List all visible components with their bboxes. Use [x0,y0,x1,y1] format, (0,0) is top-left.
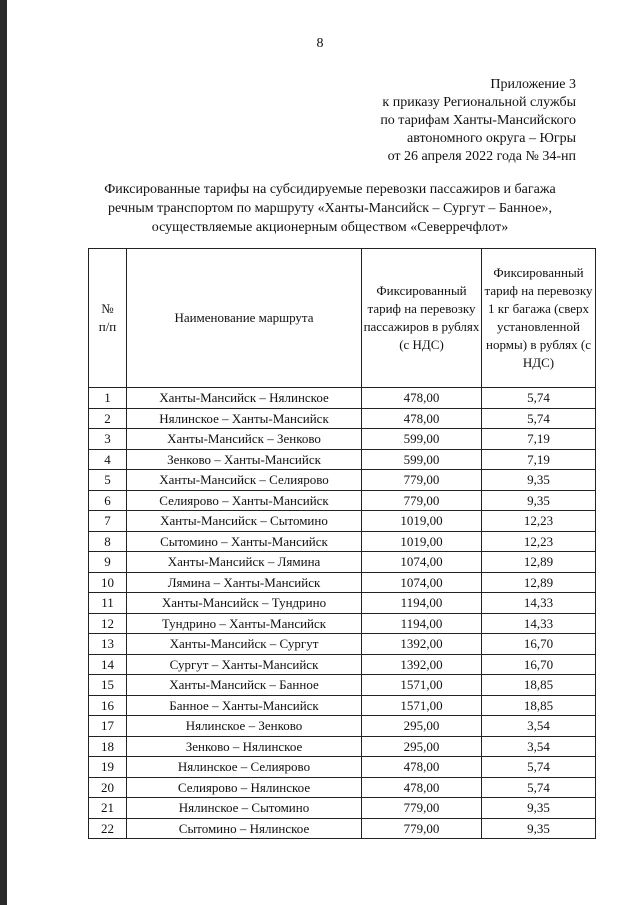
route-name: Сытомино – Нялинское [127,818,362,839]
appendix-line: к приказу Региональной службы [382,95,576,110]
passenger-tariff: 779,00 [362,470,482,491]
row-number: 6 [89,490,127,511]
route-name: Нялинское – Сытомино [127,798,362,819]
table-row [89,470,596,491]
passenger-tariff: 478,00 [362,408,482,429]
row-number: 20 [89,777,127,798]
title-line: речным транспортом по маршруту «Ханты-Мансийск – Сургут – Банное», [107,201,553,216]
appendix-line: по тарифам Ханты-Мансийского [380,113,576,128]
row-number: 11 [89,593,127,614]
header-baggage-tariff: Фиксированный тариф на перевозку 1 кг багажа (сверх установленной нормы) в рублях (с НДС) [482,249,596,388]
row-number: 19 [89,757,127,778]
appendix-line: автономного округа – Югры [407,131,576,146]
passenger-tariff: 599,00 [362,449,482,470]
table-row [89,388,596,409]
appendix-line: Приложение 3 [490,77,576,92]
table-row [89,736,596,757]
row-number: 13 [89,634,127,655]
baggage-tariff: 12,89 [482,572,596,593]
header-number-symbol: № [101,301,114,316]
row-number: 1 [89,388,127,409]
appendix-line: от 26 апреля 2022 года № 34-нп [387,149,576,164]
table-row [89,634,596,655]
passenger-tariff: 1392,00 [362,654,482,675]
baggage-tariff: 9,35 [482,470,596,491]
title-line: осуществляемые акционерным обществом «Северречфлот» [151,220,509,235]
baggage-tariff: 9,35 [482,798,596,819]
baggage-tariff: 5,74 [482,777,596,798]
row-number: 9 [89,552,127,573]
table-row [89,695,596,716]
route-name: Сургут – Ханты-Мансийск [127,654,362,675]
baggage-tariff: 18,85 [482,675,596,696]
table-row [89,511,596,532]
baggage-tariff: 16,70 [482,654,596,675]
passenger-tariff: 295,00 [362,736,482,757]
row-number: 10 [89,572,127,593]
route-name: Ханты-Мансийск – Лямина [127,552,362,573]
route-name: Нялинское – Зенково [127,716,362,737]
route-name: Ханты-Мансийск – Нялинское [127,388,362,409]
route-name: Тундрино – Ханты-Мансийск [127,613,362,634]
table-body [89,388,596,839]
passenger-tariff: 599,00 [362,429,482,450]
table-row [89,654,596,675]
passenger-tariff: 1074,00 [362,572,482,593]
passenger-tariff: 1392,00 [362,634,482,655]
row-number: 4 [89,449,127,470]
route-name: Ханты-Мансийск – Сургут [127,634,362,655]
baggage-tariff: 5,74 [482,757,596,778]
route-name: Ханты-Мансийск – Сытомино [127,511,362,532]
row-number: 3 [89,429,127,450]
baggage-tariff: 18,85 [482,695,596,716]
baggage-tariff: 9,35 [482,818,596,839]
table-row [89,408,596,429]
baggage-tariff: 7,19 [482,429,596,450]
table-row [89,798,596,819]
baggage-tariff: 14,33 [482,593,596,614]
row-number: 12 [89,613,127,634]
route-name: Зенково – Ханты-Мансийск [127,449,362,470]
row-number: 8 [89,531,127,552]
table-row [89,572,596,593]
route-name: Селиярово – Нялинское [127,777,362,798]
passenger-tariff: 779,00 [362,798,482,819]
route-name: Ханты-Мансийск – Селиярово [127,470,362,491]
baggage-tariff: 12,23 [482,511,596,532]
row-number: 18 [89,736,127,757]
table-row [89,613,596,634]
table-row [89,552,596,573]
passenger-tariff: 1571,00 [362,675,482,696]
baggage-tariff: 9,35 [482,490,596,511]
table-row [89,777,596,798]
route-name: Ханты-Мансийск – Банное [127,675,362,696]
passenger-tariff: 1571,00 [362,695,482,716]
row-number: 16 [89,695,127,716]
passenger-tariff: 1019,00 [362,531,482,552]
baggage-tariff: 12,23 [482,531,596,552]
route-name: Ханты-Мансийск – Тундрино [127,593,362,614]
row-number: 17 [89,716,127,737]
baggage-tariff: 5,74 [482,388,596,409]
table-row [89,449,596,470]
row-number: 21 [89,798,127,819]
table-row [89,429,596,450]
row-number: 7 [89,511,127,532]
tariff-table [88,248,596,839]
passenger-tariff: 478,00 [362,388,482,409]
scan-edge [0,0,7,905]
passenger-tariff: 478,00 [362,757,482,778]
table-row [89,675,596,696]
header-number [89,249,127,388]
header-route: Наименование маршрута [127,249,362,388]
table-header-row [89,249,596,388]
passenger-tariff: 478,00 [362,777,482,798]
row-number: 15 [89,675,127,696]
passenger-tariff: 779,00 [362,818,482,839]
row-number: 5 [89,470,127,491]
route-name: Ханты-Мансийск – Зенково [127,429,362,450]
table-row [89,716,596,737]
document-title [80,180,580,237]
table-row [89,490,596,511]
passenger-tariff: 779,00 [362,490,482,511]
baggage-tariff: 16,70 [482,634,596,655]
route-name: Селиярово – Ханты-Мансийск [127,490,362,511]
baggage-tariff: 7,19 [482,449,596,470]
page-number: 8 [316,36,324,51]
route-name: Нялинское – Ханты-Мансийск [127,408,362,429]
passenger-tariff: 1194,00 [362,593,482,614]
baggage-tariff: 3,54 [482,716,596,737]
header-number-abbr: п/п [98,319,117,334]
passenger-tariff: 295,00 [362,716,482,737]
passenger-tariff: 1074,00 [362,552,482,573]
table-row [89,757,596,778]
passenger-tariff: 1019,00 [362,511,482,532]
route-name: Банное – Ханты-Мансийск [127,695,362,716]
baggage-tariff: 12,89 [482,552,596,573]
route-name: Зенково – Нялинское [127,736,362,757]
title-line: Фиксированные тарифы на субсидируемые перевозки пассажиров и багажа [104,182,556,197]
table-row [89,531,596,552]
baggage-tariff: 3,54 [482,736,596,757]
table-row [89,818,596,839]
appendix-reference [380,76,576,166]
passenger-tariff: 1194,00 [362,613,482,634]
header-passenger-tariff: Фиксированный тариф на перевозку пассажиров в рублях (с НДС) [362,249,482,388]
route-name: Сытомино – Ханты-Мансийск [127,531,362,552]
row-number: 2 [89,408,127,429]
route-name: Лямина – Ханты-Мансийск [127,572,362,593]
baggage-tariff: 5,74 [482,408,596,429]
row-number: 14 [89,654,127,675]
table-row [89,593,596,614]
route-name: Нялинское – Селиярово [127,757,362,778]
baggage-tariff: 14,33 [482,613,596,634]
row-number: 22 [89,818,127,839]
